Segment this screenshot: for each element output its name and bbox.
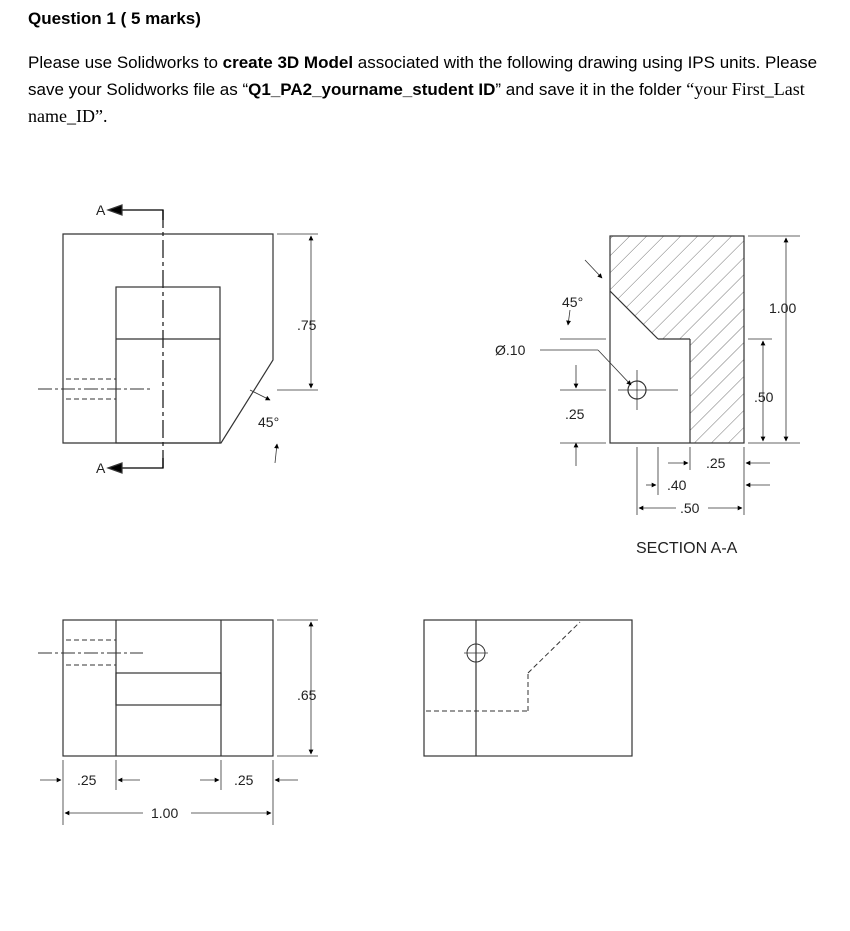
side-view-outline [424, 620, 632, 756]
section-hatch-right [690, 339, 744, 443]
bottom-dim-width: 1.00 [151, 805, 179, 821]
front-view [38, 205, 318, 473]
bottom-view-slot [116, 673, 221, 705]
body-text-3: ” and save it in the folder [495, 80, 687, 99]
bottom-dim-height: .65 [297, 687, 317, 703]
body-text-2: associated with the following drawing using IPS units. Please save your Solidworks file as “ [28, 53, 818, 99]
front-dim-height: .75 [297, 317, 317, 333]
section-dim-slot-width: .25 [706, 455, 726, 471]
question-heading: Question 1 ( 5 marks) [28, 9, 201, 28]
front-section-label-bottom: A [96, 460, 106, 476]
section-dim-hole-x: .40 [667, 477, 687, 493]
bottom-dim-right: .25 [234, 772, 254, 788]
body-serif-text: “your First_Last name_ID”. [28, 79, 805, 126]
section-dim-lower-height: .50 [754, 389, 774, 405]
section-hatch-top [610, 236, 744, 339]
front-section-label-top: A [96, 202, 106, 218]
cutting-plane-arrow-top [108, 205, 122, 215]
bottom-right-view [424, 620, 632, 756]
section-dim-hole-offset: .25 [565, 406, 585, 422]
side-view-hidden-step [528, 622, 580, 673]
front-dim-angle: 45° [258, 414, 280, 430]
cutting-plane-arrow-bottom [108, 463, 122, 473]
cutting-plane-bottom [117, 458, 163, 468]
section-angle-arrow-2 [568, 310, 570, 325]
body-bold-1: create 3D Model [222, 53, 354, 72]
front-angle-leader-2 [275, 444, 277, 463]
section-dim-inner-x: .50 [680, 500, 700, 516]
front-view-pocket [116, 287, 220, 443]
section-dim-angle: 45° [562, 294, 584, 310]
body-bold-2: Q1_PA2_yourname_student ID [248, 80, 496, 99]
cutting-plane-top [117, 210, 163, 220]
section-dim-diameter: Ø.10 [495, 342, 526, 358]
front-angle-leader-1 [250, 390, 270, 400]
bottom-dim-left: .25 [77, 772, 97, 788]
section-view [540, 236, 800, 515]
body-text-1: Please use Solidworks to [28, 53, 223, 72]
section-diameter-leader-2 [598, 350, 631, 385]
section-title: SECTION A-A [636, 540, 738, 557]
section-dim-total-height: 1.00 [769, 300, 797, 316]
section-angle-arrow-1 [585, 260, 602, 278]
bottom-left-view [38, 620, 318, 825]
